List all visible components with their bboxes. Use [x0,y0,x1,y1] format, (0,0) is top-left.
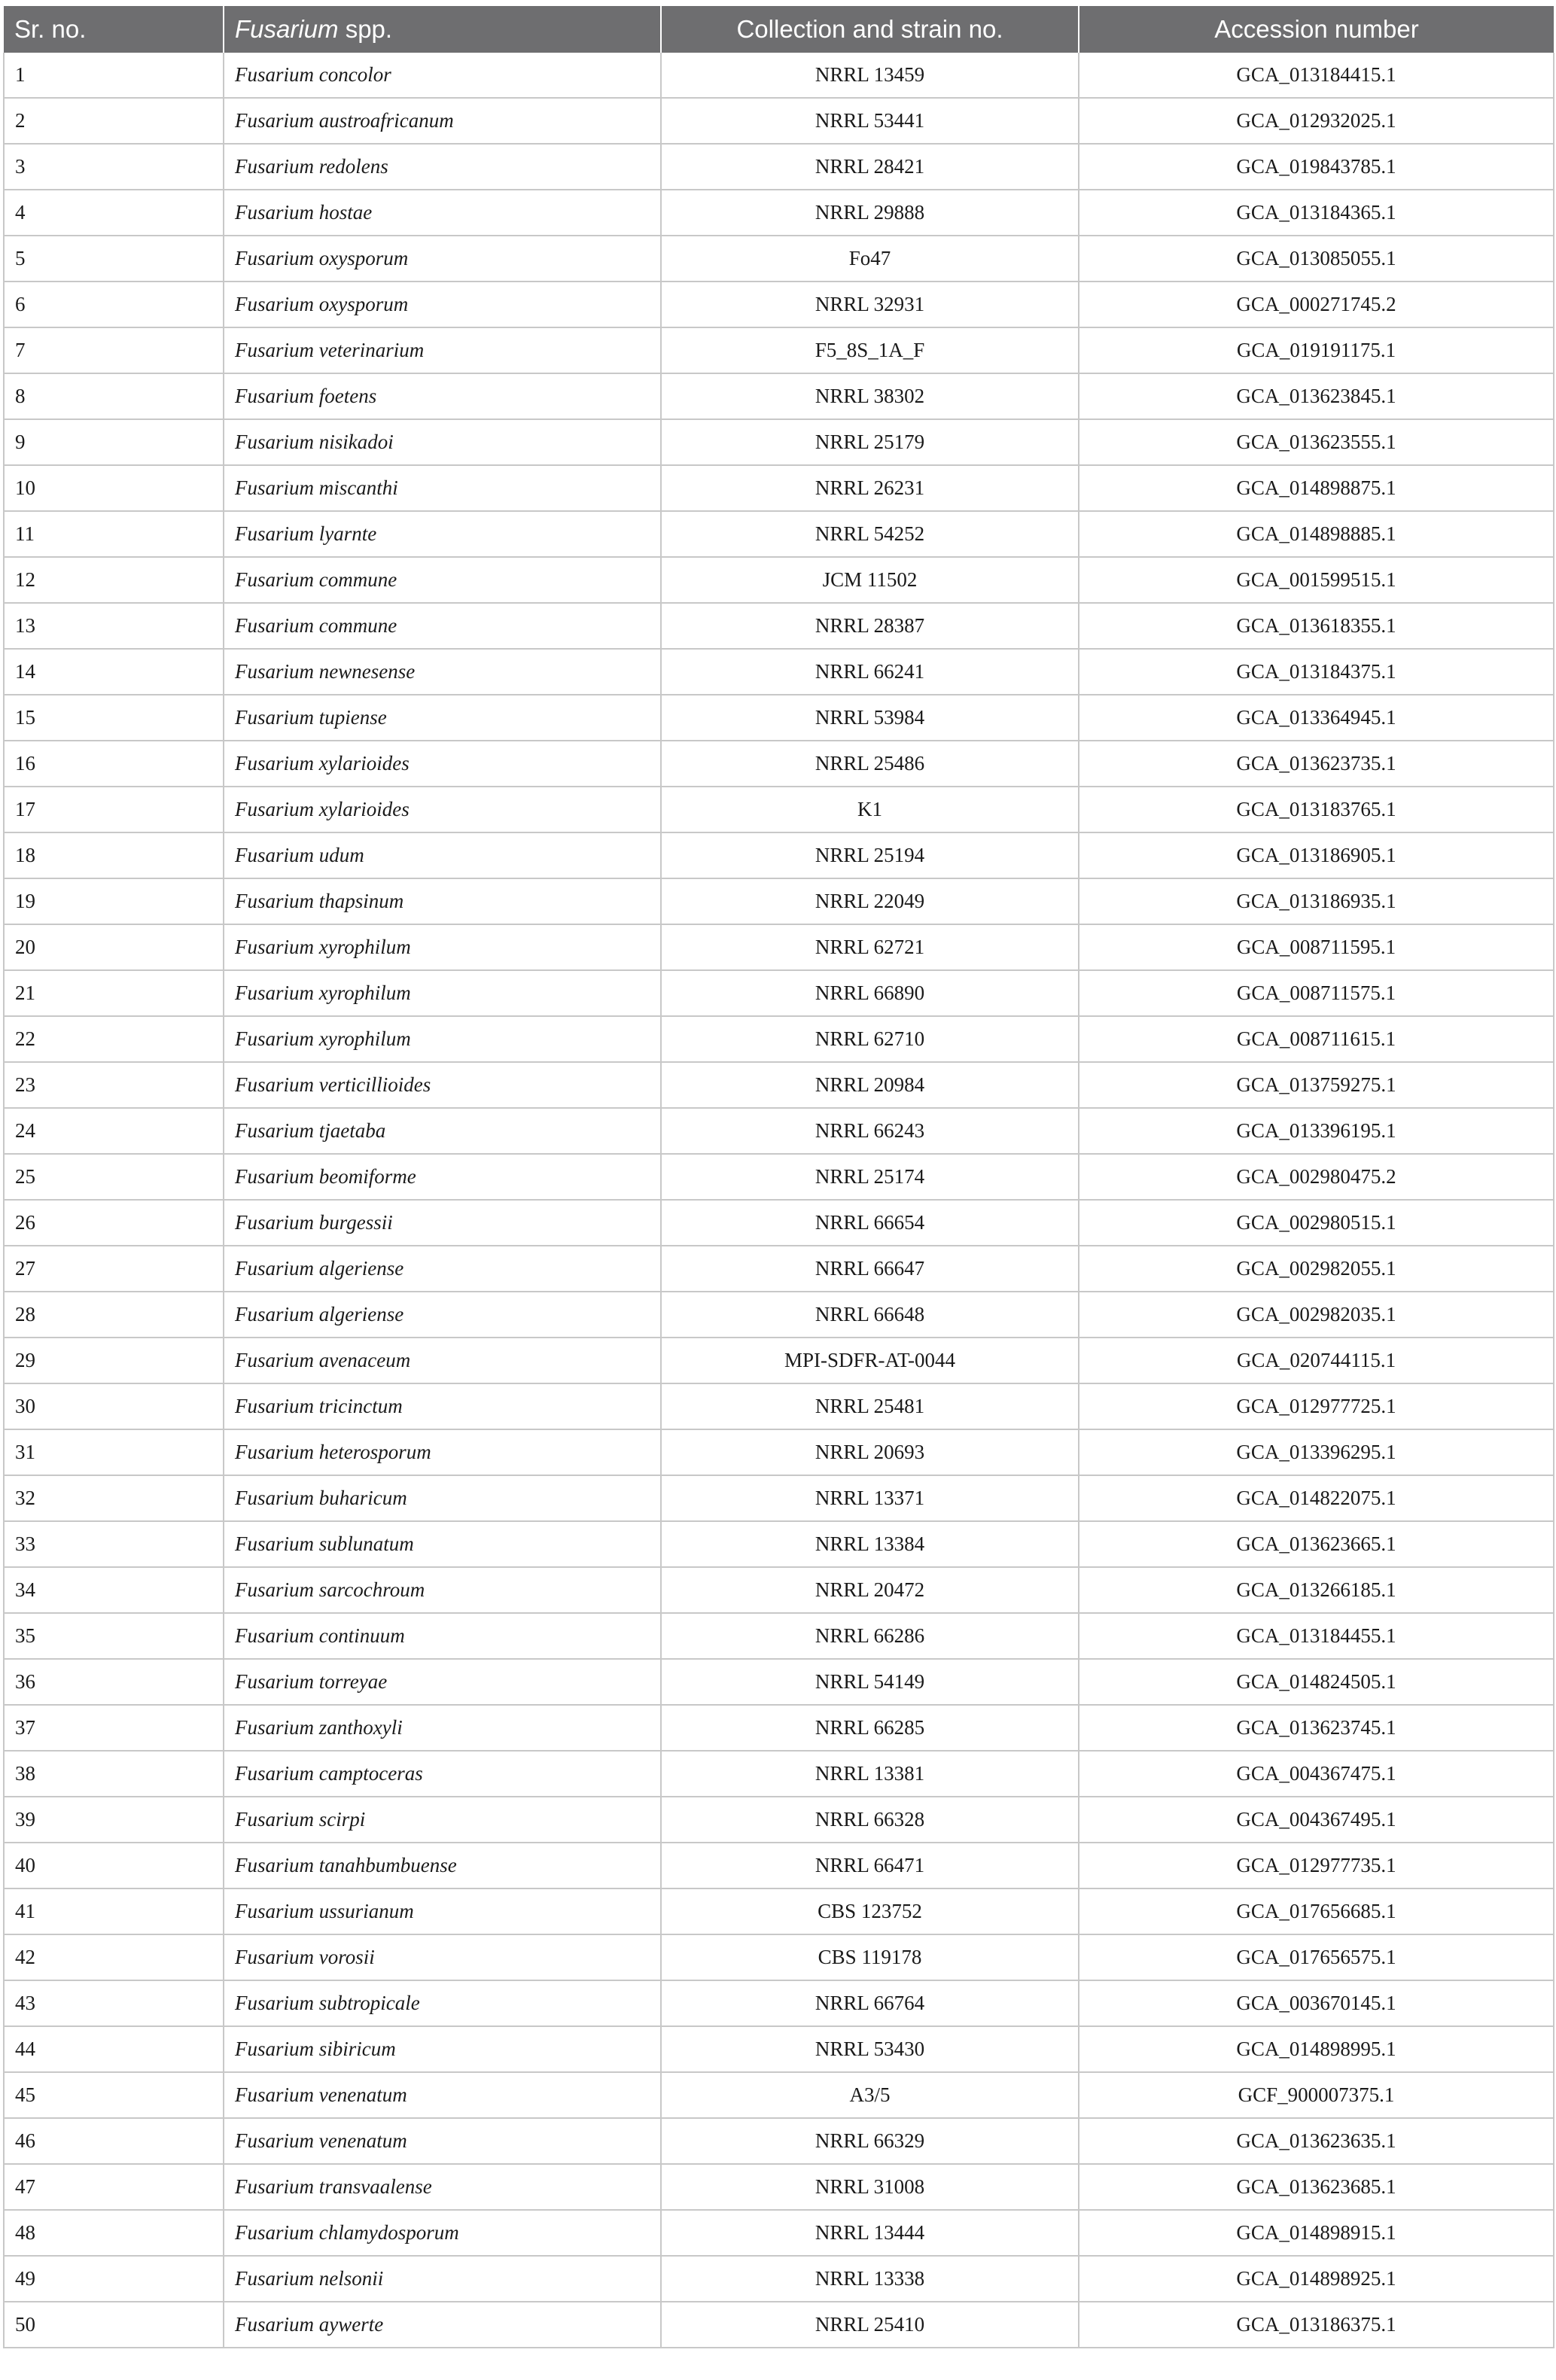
table-row [4,144,1554,190]
cell-strain: A3/5 [661,2072,1079,2118]
cell-accession: GCA_002980475.2 [1079,1154,1554,1200]
cell-sr-no: 14 [4,649,224,695]
cell-accession: GCA_013364945.1 [1079,695,1554,741]
table-row [4,1154,1554,1200]
cell-accession: GCA_017656575.1 [1079,1934,1554,1980]
table-row [4,741,1554,787]
table-body [4,53,1554,2348]
cell-accession: GCA_013759275.1 [1079,1062,1554,1108]
cell-strain: NRRL 25179 [661,419,1079,465]
cell-species: Fusarium chlamydosporum [224,2210,661,2256]
table-row [4,2118,1554,2164]
cell-strain: NRRL 66286 [661,1613,1079,1659]
cell-species: Fusarium heterosporum [224,1429,661,1475]
table-row [4,465,1554,511]
cell-species: Fusarium xyrophilum [224,1016,661,1062]
cell-strain: NRRL 25481 [661,1383,1079,1429]
cell-accession: GCA_004367495.1 [1079,1797,1554,1843]
cell-species: Fusarium buharicum [224,1475,661,1521]
cell-species: Fusarium algeriense [224,1246,661,1292]
cell-species: Fusarium xyrophilum [224,970,661,1016]
cell-species: Fusarium tupiense [224,695,661,741]
table-row [4,1108,1554,1154]
cell-sr-no: 33 [4,1521,224,1567]
fusarium-strains-table [3,6,1554,2348]
cell-species: Fusarium continuum [224,1613,661,1659]
cell-sr-no: 38 [4,1751,224,1797]
cell-accession: GCA_013186905.1 [1079,832,1554,878]
cell-strain: NRRL 53430 [661,2026,1079,2072]
table-row [4,282,1554,327]
cell-strain: NRRL 66654 [661,1200,1079,1246]
cell-species: Fusarium algeriense [224,1292,661,1338]
table-row [4,1062,1554,1108]
cell-sr-no: 23 [4,1062,224,1108]
cell-sr-no: 50 [4,2302,224,2348]
cell-strain: NRRL 62710 [661,1016,1079,1062]
cell-species: Fusarium thapsinum [224,878,661,924]
table-row [4,1797,1554,1843]
cell-accession: GCA_013266185.1 [1079,1567,1554,1613]
cell-strain: NRRL 20472 [661,1567,1079,1613]
cell-strain: NRRL 54149 [661,1659,1079,1705]
cell-species: Fusarium oxysporum [224,236,661,282]
cell-accession: GCA_013623735.1 [1079,741,1554,787]
cell-accession: GCA_013623665.1 [1079,1521,1554,1567]
cell-accession: GCA_013623845.1 [1079,373,1554,419]
cell-sr-no: 11 [4,511,224,557]
table-row [4,2026,1554,2072]
cell-strain: NRRL 66241 [661,649,1079,695]
table-row [4,53,1554,98]
cell-sr-no: 32 [4,1475,224,1521]
cell-accession: GCA_012977735.1 [1079,1843,1554,1888]
cell-strain: CBS 119178 [661,1934,1079,1980]
table-row [4,1567,1554,1613]
cell-sr-no: 15 [4,695,224,741]
cell-accession: GCA_013184415.1 [1079,53,1554,98]
cell-species: Fusarium newnesense [224,649,661,695]
table-row [4,2256,1554,2302]
cell-accession: GCA_012932025.1 [1079,98,1554,144]
cell-sr-no: 21 [4,970,224,1016]
cell-strain: NRRL 38302 [661,373,1079,419]
table-row [4,1475,1554,1521]
cell-species: Fusarium transvaalense [224,2164,661,2210]
cell-species: Fusarium veterinarium [224,327,661,373]
table-row [4,695,1554,741]
table-row [4,1383,1554,1429]
cell-sr-no: 8 [4,373,224,419]
cell-accession: GCA_004367475.1 [1079,1751,1554,1797]
header-species [224,6,661,53]
cell-sr-no: 13 [4,603,224,649]
cell-accession: GCA_013396295.1 [1079,1429,1554,1475]
cell-accession: GCF_900007375.1 [1079,2072,1554,2118]
cell-species: Fusarium nelsonii [224,2256,661,2302]
cell-species: Fusarium hostae [224,190,661,236]
table-row [4,1888,1554,1934]
cell-sr-no: 6 [4,282,224,327]
cell-species: Fusarium venenatum [224,2118,661,2164]
cell-species: Fusarium burgessii [224,1200,661,1246]
header-genus-suffix: spp. [338,15,393,43]
cell-species: Fusarium beomiforme [224,1154,661,1200]
table-row [4,970,1554,1016]
table-row [4,1521,1554,1567]
cell-accession: GCA_013183765.1 [1079,787,1554,832]
table-row [4,832,1554,878]
cell-species: Fusarium redolens [224,144,661,190]
cell-sr-no: 42 [4,1934,224,1980]
cell-strain: Fo47 [661,236,1079,282]
cell-strain: NRRL 66471 [661,1843,1079,1888]
cell-strain: NRRL 26231 [661,465,1079,511]
cell-sr-no: 36 [4,1659,224,1705]
cell-strain: NRRL 13381 [661,1751,1079,1797]
cell-sr-no: 45 [4,2072,224,2118]
cell-strain: NRRL 13459 [661,53,1079,98]
cell-accession: GCA_013085055.1 [1079,236,1554,282]
cell-species: Fusarium lyarnte [224,511,661,557]
cell-sr-no: 37 [4,1705,224,1751]
cell-strain: NRRL 31008 [661,2164,1079,2210]
table-row [4,2210,1554,2256]
cell-sr-no: 16 [4,741,224,787]
table-row [4,1016,1554,1062]
cell-sr-no: 46 [4,2118,224,2164]
cell-sr-no: 9 [4,419,224,465]
cell-species: Fusarium ussurianum [224,1888,661,1934]
table-row [4,1705,1554,1751]
cell-species: Fusarium miscanthi [224,465,661,511]
table-row [4,557,1554,603]
cell-species: Fusarium xylarioides [224,787,661,832]
cell-sr-no: 4 [4,190,224,236]
cell-accession: GCA_014824505.1 [1079,1659,1554,1705]
cell-sr-no: 43 [4,1980,224,2026]
cell-sr-no: 18 [4,832,224,878]
table-row [4,649,1554,695]
cell-species: Fusarium oxysporum [224,282,661,327]
cell-accession: GCA_001599515.1 [1079,557,1554,603]
table-row [4,511,1554,557]
cell-strain: K1 [661,787,1079,832]
cell-species: Fusarium xylarioides [224,741,661,787]
cell-accession: GCA_019191175.1 [1079,327,1554,373]
cell-strain: NRRL 22049 [661,878,1079,924]
cell-sr-no: 25 [4,1154,224,1200]
cell-strain: NRRL 28387 [661,603,1079,649]
cell-species: Fusarium commune [224,557,661,603]
cell-species: Fusarium udum [224,832,661,878]
cell-sr-no: 5 [4,236,224,282]
cell-sr-no: 44 [4,2026,224,2072]
cell-strain: NRRL 54252 [661,511,1079,557]
table-row [4,1843,1554,1888]
table-row [4,1613,1554,1659]
cell-strain: NRRL 66647 [661,1246,1079,1292]
cell-strain: NRRL 20984 [661,1062,1079,1108]
table-header [4,6,1554,53]
cell-species: Fusarium xyrophilum [224,924,661,970]
cell-accession: GCA_020744115.1 [1079,1338,1554,1383]
cell-species: Fusarium sibiricum [224,2026,661,2072]
cell-sr-no: 3 [4,144,224,190]
cell-sr-no: 27 [4,1246,224,1292]
cell-strain: NRRL 66328 [661,1797,1079,1843]
table-row [4,1659,1554,1705]
cell-accession: GCA_013623685.1 [1079,2164,1554,2210]
cell-sr-no: 26 [4,1200,224,1246]
cell-species: Fusarium zanthoxyli [224,1705,661,1751]
cell-sr-no: 41 [4,1888,224,1934]
cell-accession: GCA_012977725.1 [1079,1383,1554,1429]
table-row [4,2072,1554,2118]
cell-accession: GCA_013623745.1 [1079,1705,1554,1751]
cell-accession: GCA_002982035.1 [1079,1292,1554,1338]
table-row [4,98,1554,144]
cell-strain: NRRL 20693 [661,1429,1079,1475]
cell-sr-no: 24 [4,1108,224,1154]
cell-strain: NRRL 28421 [661,144,1079,190]
cell-species: Fusarium venenatum [224,2072,661,2118]
cell-sr-no: 19 [4,878,224,924]
header-collection: Collection and strain no. [661,6,1079,53]
cell-species: Fusarium austroafricanum [224,98,661,144]
cell-accession: GCA_013623635.1 [1079,2118,1554,2164]
cell-strain: NRRL 13338 [661,2256,1079,2302]
cell-strain: NRRL 13384 [661,1521,1079,1567]
cell-species: Fusarium subtropicale [224,1980,661,2026]
cell-species: Fusarium sarcochroum [224,1567,661,1613]
cell-accession: GCA_002980515.1 [1079,1200,1554,1246]
cell-sr-no: 29 [4,1338,224,1383]
cell-strain: NRRL 66285 [661,1705,1079,1751]
table-row [4,878,1554,924]
cell-sr-no: 48 [4,2210,224,2256]
cell-sr-no: 17 [4,787,224,832]
cell-sr-no: 49 [4,2256,224,2302]
cell-strain: NRRL 32931 [661,282,1079,327]
table-row [4,1292,1554,1338]
cell-accession: GCA_013184365.1 [1079,190,1554,236]
cell-accession: GCA_014898885.1 [1079,511,1554,557]
cell-sr-no: 35 [4,1613,224,1659]
cell-sr-no: 30 [4,1383,224,1429]
cell-strain: NRRL 66329 [661,2118,1079,2164]
cell-strain: NRRL 25410 [661,2302,1079,2348]
cell-accession: GCA_013184375.1 [1079,649,1554,695]
table-row [4,373,1554,419]
cell-sr-no: 12 [4,557,224,603]
table-row [4,924,1554,970]
cell-species: Fusarium avenaceum [224,1338,661,1383]
cell-strain: NRRL 25194 [661,832,1079,878]
cell-strain: NRRL 53984 [661,695,1079,741]
cell-species: Fusarium camptoceras [224,1751,661,1797]
cell-strain: CBS 123752 [661,1888,1079,1934]
table-row [4,787,1554,832]
cell-species: Fusarium concolor [224,53,661,98]
table-row [4,1934,1554,1980]
cell-accession: GCA_013186375.1 [1079,2302,1554,2348]
cell-accession: GCA_008711595.1 [1079,924,1554,970]
cell-sr-no: 39 [4,1797,224,1843]
table-row [4,1200,1554,1246]
table-row [4,1751,1554,1797]
cell-strain: F5_8S_1A_F [661,327,1079,373]
cell-strain: NRRL 25174 [661,1154,1079,1200]
cell-accession: GCA_013623555.1 [1079,419,1554,465]
cell-species: Fusarium sublunatum [224,1521,661,1567]
cell-strain: MPI-SDFR-AT-0044 [661,1338,1079,1383]
cell-sr-no: 34 [4,1567,224,1613]
cell-sr-no: 7 [4,327,224,373]
cell-accession: GCA_003670145.1 [1079,1980,1554,2026]
cell-sr-no: 22 [4,1016,224,1062]
cell-sr-no: 40 [4,1843,224,1888]
cell-sr-no: 1 [4,53,224,98]
cell-accession: GCA_017656685.1 [1079,1888,1554,1934]
table-row [4,327,1554,373]
table-row [4,419,1554,465]
cell-accession: GCA_013186935.1 [1079,878,1554,924]
table-row [4,1980,1554,2026]
cell-species: Fusarium nisikadoi [224,419,661,465]
cell-species: Fusarium commune [224,603,661,649]
cell-strain: NRRL 29888 [661,190,1079,236]
cell-sr-no: 20 [4,924,224,970]
cell-strain: NRRL 53441 [661,98,1079,144]
cell-strain: NRRL 66764 [661,1980,1079,2026]
table-row [4,2302,1554,2348]
cell-sr-no: 2 [4,98,224,144]
cell-strain: NRRL 66243 [661,1108,1079,1154]
cell-sr-no: 47 [4,2164,224,2210]
table-row [4,190,1554,236]
header-row [4,6,1554,53]
cell-sr-no: 10 [4,465,224,511]
cell-strain: NRRL 62721 [661,924,1079,970]
cell-species: Fusarium torreyae [224,1659,661,1705]
header-genus: Fusarium [235,15,339,43]
cell-strain: NRRL 66890 [661,970,1079,1016]
table-row [4,1429,1554,1475]
cell-accession: GCA_014898995.1 [1079,2026,1554,2072]
cell-species: Fusarium tricinctum [224,1383,661,1429]
cell-species: Fusarium tanahbumbuense [224,1843,661,1888]
table-row [4,603,1554,649]
cell-accession: GCA_014898915.1 [1079,2210,1554,2256]
cell-accession: GCA_002982055.1 [1079,1246,1554,1292]
cell-strain: NRRL 13444 [661,2210,1079,2256]
cell-accession: GCA_014822075.1 [1079,1475,1554,1521]
cell-species: Fusarium verticillioides [224,1062,661,1108]
cell-species: Fusarium aywerte [224,2302,661,2348]
cell-sr-no: 28 [4,1292,224,1338]
table-row [4,1246,1554,1292]
cell-accession: GCA_008711615.1 [1079,1016,1554,1062]
cell-accession: GCA_013618355.1 [1079,603,1554,649]
cell-species: Fusarium scirpi [224,1797,661,1843]
cell-sr-no: 31 [4,1429,224,1475]
cell-strain: JCM 11502 [661,557,1079,603]
table-row [4,236,1554,282]
cell-accession: GCA_000271745.2 [1079,282,1554,327]
header-accession: Accession number [1079,6,1554,53]
cell-accession: GCA_008711575.1 [1079,970,1554,1016]
cell-strain: NRRL 13371 [661,1475,1079,1521]
header-sr-no: Sr. no. [4,6,224,53]
cell-species: Fusarium vorosii [224,1934,661,1980]
cell-accession: GCA_013396195.1 [1079,1108,1554,1154]
table-row [4,2164,1554,2210]
cell-species: Fusarium tjaetaba [224,1108,661,1154]
table-row [4,1338,1554,1383]
cell-strain: NRRL 66648 [661,1292,1079,1338]
cell-accession: GCA_019843785.1 [1079,144,1554,190]
cell-species: Fusarium foetens [224,373,661,419]
cell-accession: GCA_013184455.1 [1079,1613,1554,1659]
cell-accession: GCA_014898875.1 [1079,465,1554,511]
cell-accession: GCA_014898925.1 [1079,2256,1554,2302]
cell-strain: NRRL 25486 [661,741,1079,787]
